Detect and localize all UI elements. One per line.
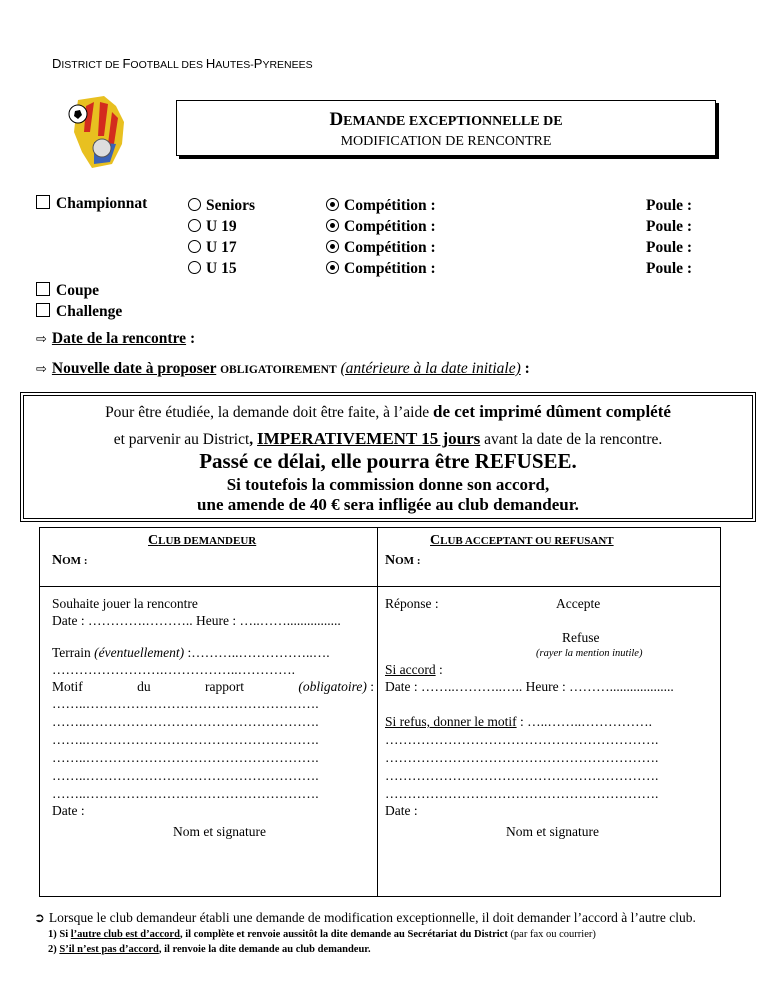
coupe-option[interactable]: Coupe <box>36 280 122 301</box>
notice-line3: Passé ce délai, elle pourra être REFUSEE. <box>199 449 577 473</box>
club-demandeur-nom[interactable]: NOM : <box>52 553 88 568</box>
notice-line4: Si toutefois la commission donne son accord, <box>226 475 550 494</box>
competition-field[interactable]: Compétition : <box>326 195 436 216</box>
clubs-table <box>39 527 721 897</box>
notice-line1: Pour être étudiée, la demande doit être faite, à l’aide de cet imprimé dûment complété <box>105 402 671 421</box>
notice-line2: et parvenir au District, IMPERATIVEMENT 15 jours avant la date de la rencontre. <box>113 429 663 448</box>
radio-filled-icon <box>326 219 339 232</box>
notice-line5: une amende de 40 € sera infligée au club demandeur. <box>197 495 579 514</box>
terrain-field[interactable]: Terrain (éventuellement) :………..……………..…. <box>52 645 330 660</box>
acceptant-date-label[interactable]: Date : <box>385 803 418 818</box>
poule-field[interactable]: Poule : <box>646 239 693 256</box>
radio-filled-icon <box>326 261 339 274</box>
date-rencontre-line[interactable]: ⇨ Date de la rencontre : <box>36 330 196 347</box>
district-logo <box>64 92 144 172</box>
motif-line[interactable]: ……..……………………………………………. <box>52 732 319 747</box>
refus-line[interactable]: ……………………………………………………. <box>385 732 659 747</box>
refus-line[interactable]: ……………………………………………………. <box>385 786 659 801</box>
radio-filled-icon <box>326 198 339 211</box>
poule-field[interactable]: Poule : <box>646 260 693 277</box>
motif-line[interactable]: ……..……………………………………………. <box>52 786 319 801</box>
accepte-option[interactable]: Accepte <box>556 596 601 611</box>
motif-line[interactable]: ……..……………………………………………. <box>52 750 319 765</box>
si-refus-field[interactable]: Si refus, donner le motif : …..……..……………. <box>385 714 652 729</box>
rayer-note: (rayer la mention inutile) <box>536 648 643 659</box>
nouvelle-date-line[interactable]: ⇨ Nouvelle date à proposer OBLIGATOIREMENT (antérieure à la date initiale) : <box>36 360 530 377</box>
demandeur-signature-label: Nom et signature <box>173 824 266 839</box>
poule-fields <box>646 195 692 279</box>
radio-empty-icon[interactable] <box>188 261 201 274</box>
footer-main: ➲ Lorsque le club demandeur établi une demande de modification exceptionnelle, il doit demander l’accord à l’autre club. <box>34 910 696 926</box>
arrow-right-icon: ⇨ <box>36 362 47 377</box>
competition-field[interactable]: Compétition : <box>326 237 436 258</box>
poule-field[interactable]: Poule : <box>646 218 693 235</box>
challenge-checkbox[interactable] <box>36 303 50 317</box>
competition-fields <box>326 195 436 279</box>
radio-filled-icon <box>326 240 339 253</box>
age-option-seniors[interactable]: Seniors <box>188 195 255 216</box>
demandeur-date-heure-field[interactable]: Date : ………….……….. Heure : …..……................ <box>52 613 341 628</box>
deadline-notice <box>20 392 756 522</box>
competition-field[interactable]: Compétition : <box>326 258 436 279</box>
acceptant-signature-label: Nom et signature <box>506 824 599 839</box>
competition-field[interactable]: Compétition : <box>326 216 436 237</box>
motif-line[interactable]: ……..……………………………………………. <box>52 714 319 729</box>
acceptant-date-heure-field[interactable]: Date : ……..………..….. Heure : ………................... <box>385 679 674 694</box>
demandeur-date-label[interactable]: Date : <box>52 803 85 818</box>
poule-field[interactable]: Poule : <box>646 197 693 214</box>
refus-line[interactable]: ……………………………………………………. <box>385 750 659 765</box>
terrain-dots[interactable]: …………………….……………..…………. <box>52 662 295 677</box>
age-option-u15[interactable]: U 15 <box>188 258 255 279</box>
coupe-checkbox[interactable] <box>36 282 50 296</box>
age-option-u19[interactable]: U 19 <box>188 216 255 237</box>
souhaite-label: Souhaite jouer la rencontre <box>52 596 198 611</box>
district-header: DISTRICT DE FOOTBALL DES HAUTES-PYRENEES <box>52 56 313 71</box>
challenge-option[interactable]: Challenge <box>36 301 122 322</box>
refuse-option[interactable]: Refuse <box>562 630 600 645</box>
age-options <box>188 195 255 279</box>
form-title-line1: DEMANDE EXCEPTIONNELLE DE <box>329 109 563 130</box>
si-accord-label: Si accord : <box>385 662 443 677</box>
club-acceptant-nom[interactable]: NOM : <box>385 553 421 568</box>
championnat-option[interactable]: Championnat <box>36 195 147 213</box>
reponse-label: Réponse : <box>385 596 439 611</box>
motif-line[interactable]: ……..……………………………………………. <box>52 768 319 783</box>
footer-rule-1: 1) Si l’autre club est d’accord, il complète et renvoie aussitôt la dite demande au Secrétariat du District (par fax ou courrier) <box>48 929 596 940</box>
arrow-right-icon: ⇨ <box>36 332 47 347</box>
cup-options <box>36 280 122 322</box>
age-option-u17[interactable]: U 17 <box>188 237 255 258</box>
motif-label: Motif du rapport (obligatoire) : <box>52 679 374 694</box>
form-title-line2: MODIFICATION DE RENCONTRE <box>340 134 552 149</box>
club-acceptant-heading: CLUB ACCEPTANT OU REFUSANT <box>430 533 614 548</box>
radio-empty-icon[interactable] <box>188 240 201 253</box>
radio-empty-icon[interactable] <box>188 198 201 211</box>
championnat-checkbox[interactable] <box>36 195 50 209</box>
footer-rule-2: 2) S’il n’est pas d’accord, il renvoie la dite demande au club demandeur. <box>48 944 371 955</box>
arrow-curved-icon: ➲ <box>34 911 45 926</box>
motif-line[interactable]: ……..……………………………………………. <box>52 696 319 711</box>
club-demandeur-heading: CLUB DEMANDEUR <box>148 533 257 548</box>
refus-line[interactable]: ……………………………………………………. <box>385 768 659 783</box>
form-title-box <box>176 100 716 156</box>
radio-empty-icon[interactable] <box>188 219 201 232</box>
